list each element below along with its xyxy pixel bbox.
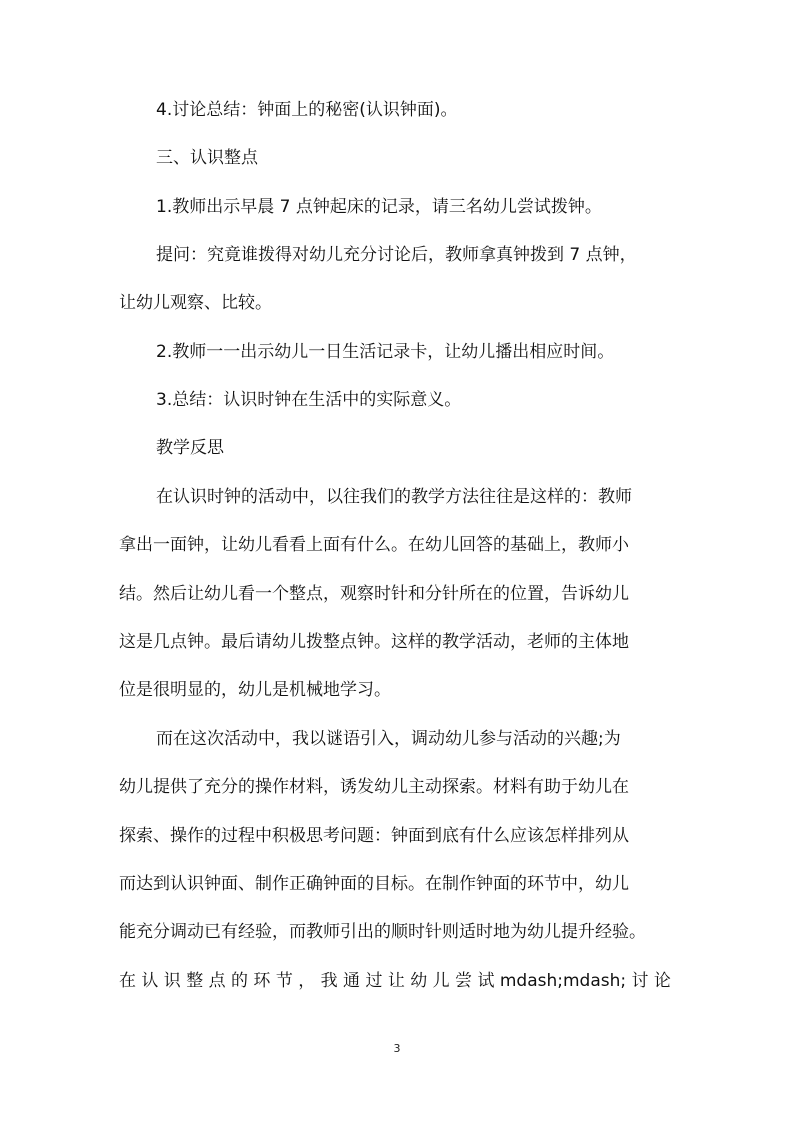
section-heading-recognize-hours: 三、认识整点 — [156, 148, 258, 168]
text-line-19: 在 认 识 整 点 的 环 节 ， 我 通 过 让 幼 儿 尝 试 mdash;mdash; 讨 论 — [119, 971, 671, 991]
text-line-14: 而在这次活动中，我以谜语引入，调动幼儿参与活动的兴趣;为 — [156, 729, 621, 749]
text-line-13: 位是很明显的，幼儿是机械地学习。 — [119, 680, 391, 700]
text-line-4: 提问：究竟谁拨得对幼儿充分讨论后，教师拿真钟拨到 7 点钟， — [156, 245, 637, 265]
text-line-6: 2.教师一一出示幼儿一日生活记录卡，让幼儿播出相应时间。 — [156, 342, 615, 362]
text-line-9: 在认识时钟的活动中，以往我们的教学方法往往是这样的：教师 — [156, 487, 632, 507]
text-line-18: 能充分调动已有经验，而教师引出的顺时针则适时地为幼儿提升经验。 — [119, 922, 646, 942]
section-heading-teaching-reflection: 教学反思 — [156, 438, 224, 458]
text-line-1: 4.讨论总结：钟面上的秘密(认识钟面)。 — [156, 100, 458, 120]
text-line-10: 拿出一面钟，让幼儿看看上面有什么。在幼儿回答的基础上，教师小 — [119, 535, 629, 555]
text-line-11: 结。然后让幼儿看一个整点，观察时针和分针所在的位置，告诉幼儿 — [119, 584, 629, 604]
text-line-15: 幼儿提供了充分的操作材料，诱发幼儿主动探索。材料有助于幼儿在 — [119, 777, 629, 797]
text-line-5: 让幼儿观察、比较。 — [119, 293, 272, 313]
text-line-7: 3.总结：认识时钟在生活中的实际意义。 — [156, 390, 462, 410]
page-number: 3 — [393, 1042, 401, 1055]
text-line-17: 而达到认识钟面、制作正确钟面的目标。在制作钟面的环节中，幼儿 — [119, 874, 629, 894]
text-line-3: 1.教师出示早晨 7 点钟起床的记录，请三名幼儿尝试拨钟。 — [156, 197, 602, 217]
text-line-12: 这是几点钟。最后请幼儿拨整点钟。这样的教学活动，老师的主体地 — [119, 632, 629, 652]
text-line-16: 探索、操作的过程中积极思考问题：钟面到底有什么应该怎样排列从 — [119, 826, 629, 846]
